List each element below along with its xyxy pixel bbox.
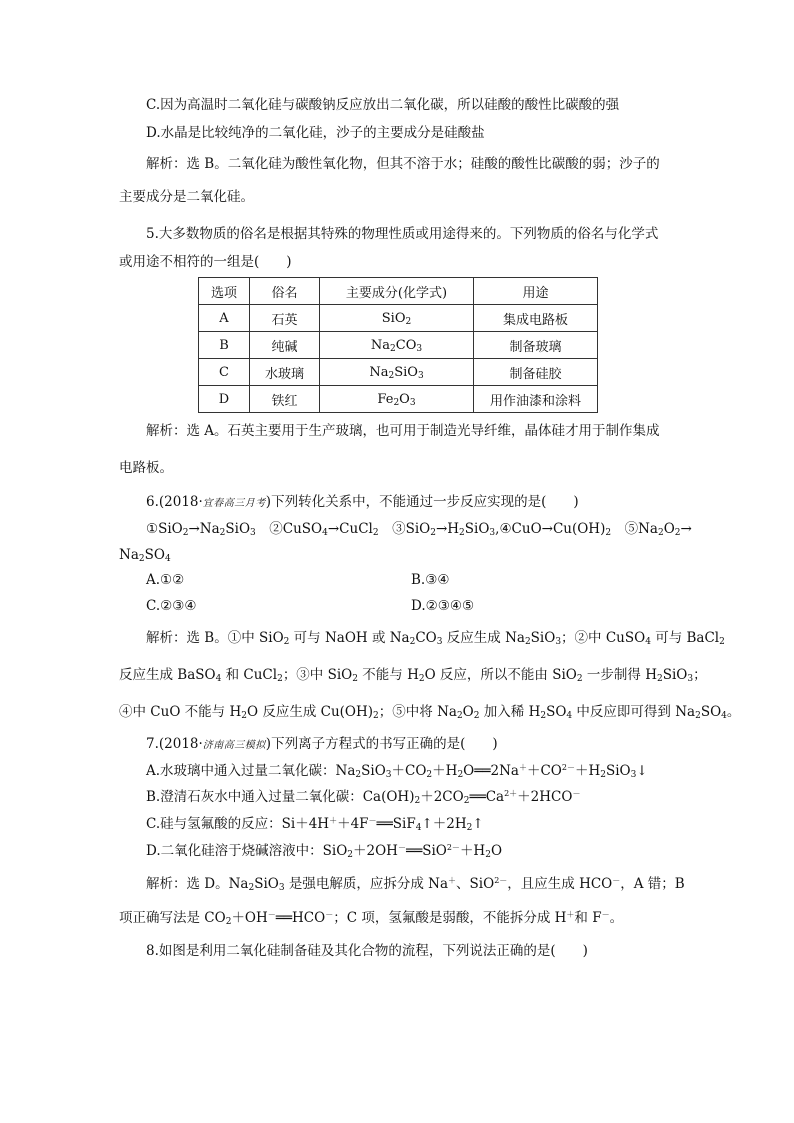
- table-cell-formula: $Na_2CO_3$: [320, 332, 474, 359]
- table-cell: 制备玻璃: [474, 332, 598, 359]
- answer-6-line3: ④中 CuO 不能与 $H_2O$ 反应生成 $Cu(OH)_2$；⑤中将 $Na_2O_2$ 加入稀 $H_2SO_4$ 中反应即可得到 $Na_2SO_4$。: [119, 704, 741, 721]
- table-cell: 铁红: [250, 386, 320, 413]
- table-header-cell: 俗名: [250, 278, 320, 305]
- question-source: 济南高三模拟: [202, 740, 266, 751]
- question-number: 6.(2018·: [146, 494, 203, 510]
- question-6-items-line1: $①SiO_2\to Na_2SiO_3$ ②CuSO$_4$→CuCl$_2$ $③SiO_2\to H_2SiO_3,④CuO\to Cu(OH)_2$ $⑤Na_2O_2\to$: [146, 521, 692, 538]
- table-cell: 水玻璃: [250, 359, 320, 386]
- question-6-stem: [146, 493, 579, 513]
- question-7-stem: [146, 735, 498, 755]
- question-6-items-line2: $Na_2SO_4$: [119, 547, 171, 564]
- table-cell-formula: $Fe_2O_3$: [320, 386, 474, 413]
- answer-5-line2: 电路板。: [119, 460, 173, 476]
- question-6-option-a: A.①②: [146, 572, 185, 588]
- answer-4-line1: 解析：选 B。二氧化硅为酸性氧化物，但其不溶于水；硅酸的酸性比碳酸的弱；沙子的: [146, 156, 660, 172]
- answer-7-line1: 解析：选 D。$Na_2SiO_3$ 是强电解质，应拆分成 Na＋、SiO$^{2-}$，且应生成 HCO－，A 错；B: [146, 876, 685, 893]
- question-text: )下列离子方程式的书写正确的是( ): [265, 736, 498, 752]
- answer-5-line1: 解析：选 A。石英主要用于生产玻璃，也可用于制造光导纤维，晶体硅才用于制作集成: [146, 423, 660, 439]
- table-cell: 集成电路板: [474, 305, 598, 332]
- question-source: 宜春高三月考: [202, 498, 266, 509]
- table-header-cell: 用途: [474, 278, 598, 305]
- table-cell: 纯碱: [250, 332, 320, 359]
- table-row: [199, 359, 598, 386]
- table-row: [199, 305, 598, 332]
- question-6-option-d: D.②③④⑤: [411, 598, 475, 614]
- table-cell: A: [199, 305, 250, 332]
- question-8-stem: 8.如图是利用二氧化硅制备硅及其化合物的流程，下列说法正确的是( ): [146, 943, 588, 959]
- question-5-line2: 或用途不相符的一组是( ): [119, 254, 292, 270]
- question-5-table: [198, 277, 598, 413]
- question-7-option-a: A.水玻璃中通入过量二氧化碳：$Na_2SiO_3+CO_2+H_2O══2Na^++CO^{2-}+H_2SiO_3↓$: [146, 763, 648, 780]
- option-d: D.水晶是比较纯净的二氧化硅，沙子的主要成分是硅酸盐: [146, 125, 485, 141]
- answer-4-line2: 主要成分是二氧化硅。: [119, 189, 254, 205]
- table-cell: 用作油漆和涂料: [474, 386, 598, 413]
- table-cell: 制备硅胶: [474, 359, 598, 386]
- question-text: )下列转化关系中，不能通过一步反应实现的是( ): [265, 494, 579, 510]
- table-cell-formula: $Na_2SiO_3$: [320, 359, 474, 386]
- answer-6-line2: 反应生成 BaSO$_4$ 和 CuCl$_2$；③中 SiO$_2$ 不能与 $H_2O$ 反应，所以不能由 SiO$_2$ 一步制得 $H_2SiO_3$；: [119, 667, 707, 684]
- question-6-option-b: B.③④: [411, 572, 450, 588]
- table-cell: C: [199, 359, 250, 386]
- answer-6-line1: 解析：选 B。①中 SiO$_2$ 可与 NaOH 或 $Na_2CO_3$ 反应生成 $Na_2SiO_3$；②中 CuSO$_4$ 可与 BaCl$_2$: [146, 630, 725, 647]
- answer-7-line2: 项正确写法是 $CO_2+OH^-══HCO^-$；C 项，氢氟酸是弱酸，不能拆分成 H＋和 F－。: [119, 910, 624, 927]
- table-header-row: [199, 278, 598, 305]
- table-cell: D: [199, 386, 250, 413]
- table-row: [199, 386, 598, 413]
- table-cell: B: [199, 332, 250, 359]
- table-header-cell: 选项: [199, 278, 250, 305]
- question-6-option-c: C.②③④: [146, 598, 197, 614]
- question-7-option-d: D.二氧化硅溶于烧碱溶液中：$SiO_2+2OH^-══SiO^{2-}+H_2O$: [146, 843, 503, 860]
- question-7-option-b: B.澄清石灰水中通入过量二氧化碳：$Ca(OH)_2+2CO_2══Ca^{2+}+2HCO^-$: [146, 789, 581, 806]
- option-c: C.因为高温时二氧化硅与碳酸钠反应放出二氧化碳，所以硅酸的酸性比碳酸的强: [146, 97, 620, 113]
- table-cell-formula: SiO$_2$: [320, 305, 474, 332]
- question-number: 7.(2018·: [146, 736, 203, 752]
- question-7-option-c: C.硅与氢氟酸的反应：$Si+4H^++4F^-══SiF_4↑+2H_2↑$: [146, 816, 484, 833]
- question-5-line1: 5.大多数物质的俗名是根据其特殊的物理性质或用途得来的。下列物质的俗名与化学式: [146, 226, 659, 242]
- table-header-cell: 主要成分(化学式): [320, 278, 474, 305]
- table-row: [199, 332, 598, 359]
- table-cell: 石英: [250, 305, 320, 332]
